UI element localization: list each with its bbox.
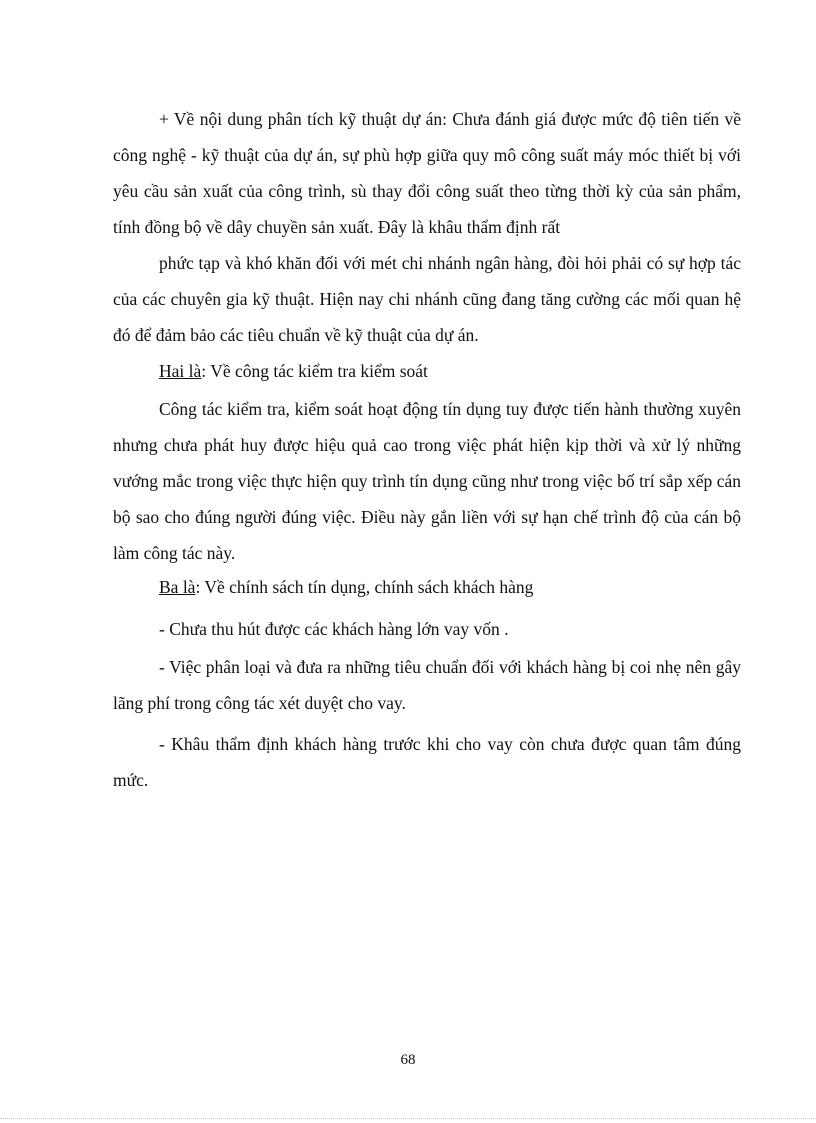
paragraph-technical-analysis-continued: phức tạp và khó khăn đối với mét chi nhánh ngân hàng, đòi hỏi phải có sự hợp tác của các chuyên gia kỹ thuật. Hiện nay chi nhánh cũng đang tăng cường các mối quan hệ đó để đảm bảo các tiêu chuẩn về kỹ thuật của dự án.	[113, 253, 741, 345]
page-bottom-divider	[0, 1118, 816, 1119]
heading-hai-la-text: : Về công tác kiểm tra kiểm soát	[201, 361, 428, 381]
bullet-item-1: - Chưa thu hút được các khách hàng lớn vay vốn .	[159, 619, 509, 639]
page-number: 68	[400, 1052, 416, 1068]
heading-ba-la-label: Ba là	[159, 577, 196, 597]
paragraph-technical-analysis: + Về nội dung phân tích kỹ thuật dự án: Chưa đánh giá được mức độ tiên tiến về công nghệ - kỹ thuật của dự án, sự phù hợp giữa quy mô công suất máy móc thiết bị với yêu cầu sản xuất của công trình, sù thay đổi công suất theo từng thời kỳ của sản phẩm, tính đồng bộ về dây chuyền sản xuất. Đây là khâu thẩm định rất	[113, 109, 741, 237]
bullet-item-2: - Việc phân loại và đưa ra những tiêu chuẩn đối với khách hàng bị coi nhẹ nên gây lãng phí trong công tác xét duyệt cho vay.	[113, 657, 741, 713]
heading-ba-la	[113, 569, 741, 605]
bullet-item-3: - Khâu thẩm định khách hàng trước khi cho vay còn chưa được quan tâm đúng mức.	[113, 734, 741, 790]
heading-hai-la	[113, 353, 741, 389]
heading-hai-la-label: Hai là	[159, 361, 202, 381]
paragraph-inspection: Công tác kiểm tra, kiểm soát hoạt động tín dụng tuy được tiến hành thường xuyên nhưng chưa phát huy được hiệu quả cao trong việc phát hiện kịp thời và xử lý những vướng mắc trong việc thực hiện quy trình tín dụng cũng như trong việc bố trí sắp xếp cán bộ sao cho đúng người đúng việc. Điều này gắn liền với sự hạn chế trình độ của cán bộ làm công tác này.	[113, 399, 741, 563]
heading-ba-la-text: : Về chính sách tín dụng, chính sách khách hàng	[195, 577, 534, 597]
